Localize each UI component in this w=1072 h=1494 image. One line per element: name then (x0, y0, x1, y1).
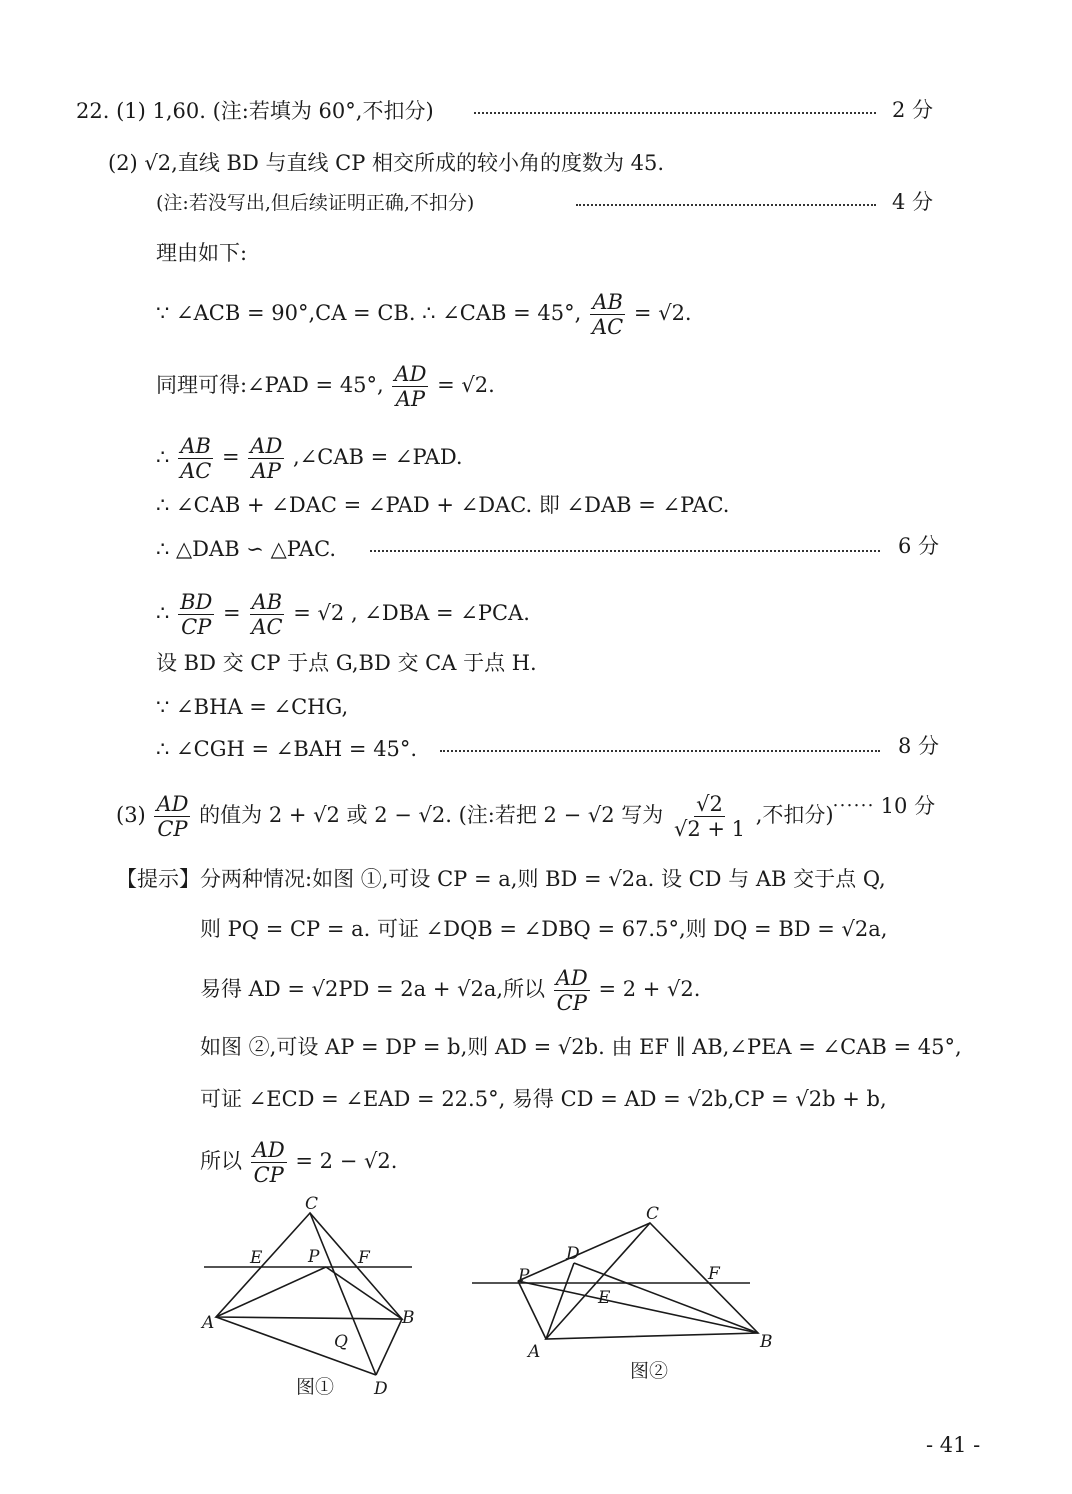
fig1-label-f: F (358, 1248, 370, 1268)
equals-sign: = (223, 601, 241, 625)
hint-line-6 (200, 1138, 397, 1187)
leader-dots (440, 750, 880, 752)
reason-label: 理由如下: (156, 241, 248, 265)
score-6: 6 分 (898, 534, 940, 558)
step-6 (156, 590, 530, 639)
fig1-label-c: C (305, 1195, 319, 1214)
fraction: $\frac{AB}{AC}$ (251, 590, 283, 639)
hint-line-6-result: = 2 − √2. (295, 1149, 398, 1173)
step-8: ∵ ∠BHA = ∠CHG, (156, 695, 349, 719)
step-6-text: = √2 , ∠DBA = ∠PCA. (293, 601, 530, 625)
fraction: $\frac{BD}{CP}$ (180, 590, 213, 639)
therefore-symbol: ∴ (156, 445, 170, 469)
hint-line-2: 则 PQ = CP = a. 可证 ∠DQB = ∠DBQ = 67.5°,则 DQ = BD = √2a, (200, 917, 888, 941)
q2-note: (注:若没写出,但后续证明正确,不扣分) (156, 192, 475, 214)
fig1-label-q: Q (334, 1332, 348, 1352)
fig2-label-b: B (760, 1332, 773, 1352)
step-7: 设 BD 交 CP 于点 G,BD 交 CA 于点 H. (156, 651, 537, 675)
score-4: 4 分 (892, 190, 934, 214)
segment-pa (518, 1281, 546, 1339)
segment-pc (518, 1223, 650, 1281)
fig1-caption: 图① (296, 1376, 335, 1398)
fraction: $\frac{√2}{√2 + 1}$ (673, 792, 746, 841)
step-1-text: ∵ ∠ACB = 90°,CA = CB. ∴ ∠CAB = 45°, (156, 301, 582, 325)
hint-line-6-text: 所以 (200, 1149, 242, 1173)
q3-line (116, 792, 834, 841)
fraction: $\frac{AD}{CP}$ (555, 966, 588, 1015)
q3-text: 的值为 2 + √2 或 2 − √2. (注:若把 2 − √2 写为 (199, 803, 664, 827)
figure-1 (190, 1195, 430, 1405)
step-2-result: = √2. (437, 373, 495, 397)
hint-line-5: 可证 ∠ECD = ∠EAD = 22.5°, 易得 CD = AD = √2b,CP = √2b + b, (200, 1087, 887, 1111)
hint-line-1: 【提示】分两种情况:如图 ①,可设 CP = a,则 BD = √2a. 设 CD 与 AB 交于点 Q, (116, 867, 886, 891)
leader-dots (474, 112, 876, 114)
q2-head: (2) √2,直线 BD 与直线 CP 相交所成的较小角的度数为 45. (108, 151, 665, 175)
segment-ad (216, 1317, 376, 1375)
fig2-label-d: D (566, 1244, 580, 1264)
hint-line-3 (200, 966, 700, 1015)
fig2-label-c: C (646, 1205, 660, 1224)
step-1 (156, 290, 692, 339)
fraction: $\frac{AD}{CP}$ (156, 792, 189, 841)
step-2 (156, 362, 495, 411)
fraction: $\frac{AD}{AP}$ (250, 434, 283, 483)
segment-ap (216, 1267, 326, 1317)
segment-da (546, 1263, 574, 1339)
step-9: ∴ ∠CGH = ∠BAH = 45°. (156, 737, 418, 761)
fig1-label-p: P (308, 1247, 320, 1267)
segment-pb (518, 1281, 758, 1333)
hint-line-4: 如图 ②,可设 AP = DP = b,则 AD = √2b. 由 EF ∥ AB,∠PEA = ∠CAB = 45°, (200, 1035, 962, 1059)
q1-text: 22. (1) 1,60. (注:若填为 60°,不扣分) (76, 99, 434, 123)
fraction: $\frac{AB}{AC}$ (180, 434, 212, 483)
step-5: ∴ △DAB ∽ △PAC. (156, 537, 337, 561)
fraction: $\frac{AB}{AC}$ (592, 290, 624, 339)
fig1-label-d: D (374, 1379, 388, 1399)
score-10: ⋯⋯ 10 分 (832, 794, 936, 818)
fig2-label-f: F (708, 1264, 720, 1284)
fig2-caption: 图② (630, 1360, 669, 1382)
step-3-text: ,∠CAB = ∠PAD. (292, 445, 463, 469)
fig1-label-b: B (402, 1308, 415, 1328)
therefore-symbol: ∴ (156, 601, 170, 625)
equals-sign: = (221, 445, 240, 469)
step-3 (156, 434, 463, 483)
score-8: 8 分 (898, 734, 940, 758)
fig1-label-a: A (202, 1313, 215, 1333)
fig2-label-p: P (518, 1266, 530, 1286)
fraction: $\frac{AD}{AP}$ (394, 362, 427, 411)
step-2-text: 同理可得:∠PAD = 45°, (156, 373, 384, 397)
q3-label: (3) (116, 803, 146, 827)
page-number: - 41 - (926, 1433, 981, 1457)
fig1-label-e: E (250, 1248, 263, 1268)
hint-line-3-text: 易得 AD = √2PD = 2a + √2a,所以 (200, 977, 546, 1001)
leader-dots (370, 550, 880, 552)
fraction: $\frac{AD}{CP}$ (252, 1138, 285, 1187)
score-2: 2 分 (892, 98, 934, 122)
figure-2 (462, 1205, 782, 1385)
step-1-result: = √2. (633, 301, 692, 325)
segment-bd (376, 1319, 402, 1375)
fig2-label-e: E (598, 1288, 611, 1308)
hint-line-3-result: = 2 + √2. (598, 977, 701, 1001)
step-4: ∴ ∠CAB + ∠DAC = ∠PAD + ∠DAC. 即 ∠DAB = ∠PAC. (156, 493, 730, 517)
q3-note-end: ,不扣分) (755, 803, 834, 827)
fig2-label-a: A (528, 1342, 541, 1362)
leader-dots (576, 204, 876, 206)
